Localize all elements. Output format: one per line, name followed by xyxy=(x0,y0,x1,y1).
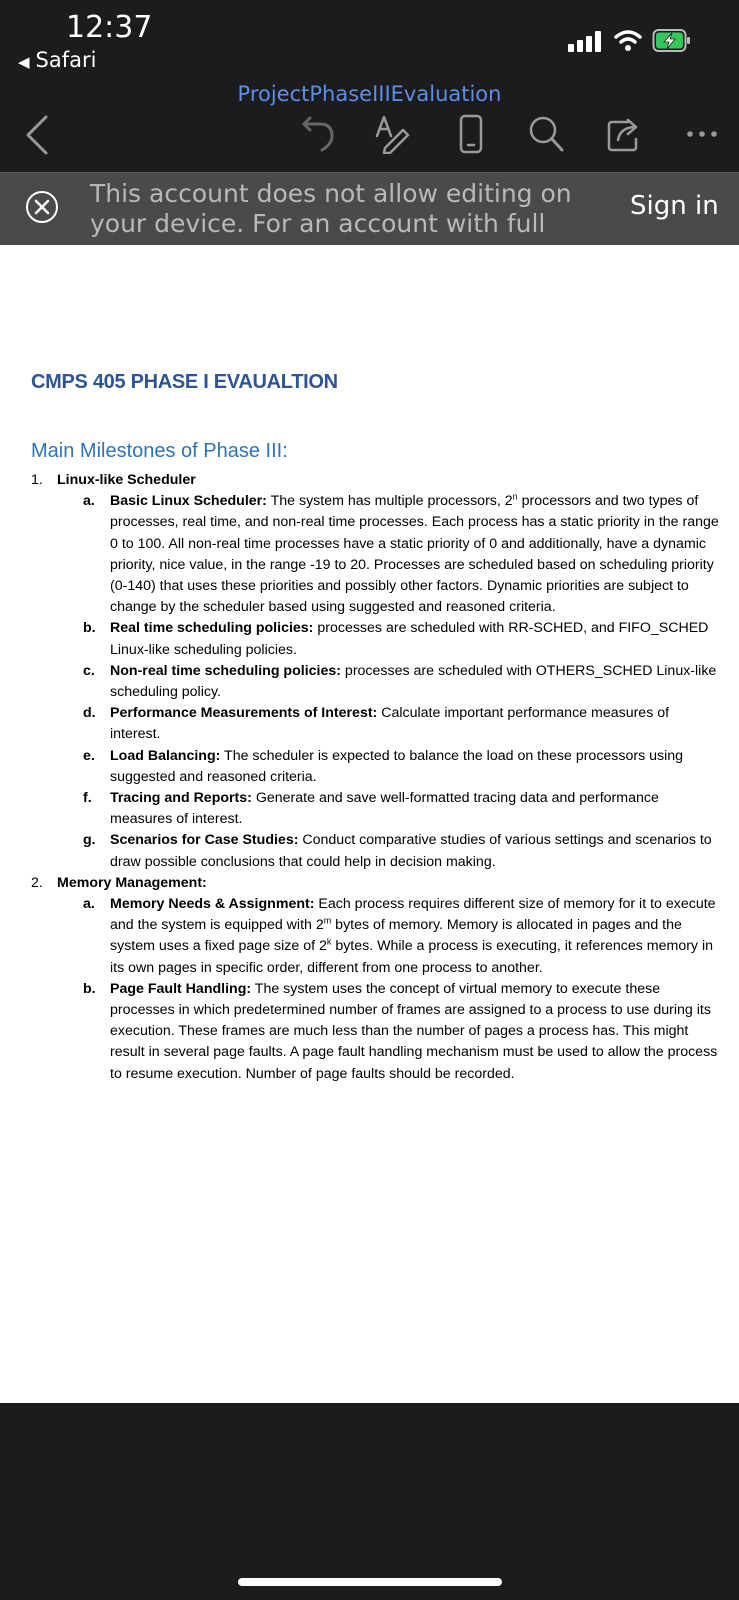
subitem-label: Tracing and Reports: xyxy=(110,790,252,807)
subitem-text: Generate and save well-formatted tracing data and performance measures of interest. xyxy=(110,790,659,828)
text-format-icon[interactable] xyxy=(375,114,411,154)
search-icon[interactable] xyxy=(528,114,564,154)
item-number: 2. xyxy=(31,874,43,891)
subitem-text: processes are scheduled with OTHERS_SCHED Linux-like scheduling policy. xyxy=(110,662,717,701)
battery-charging-icon xyxy=(652,28,692,54)
milestone-list xyxy=(0,470,739,1085)
subitem-label: Load Balancing: xyxy=(110,747,221,764)
share-icon[interactable] xyxy=(606,114,642,154)
subitem-label: Page Fault Handling: xyxy=(110,980,252,997)
subitem-label: Non-real time scheduling policies: xyxy=(110,662,341,679)
subitem-letter: a. xyxy=(83,896,95,913)
back-chevron-icon[interactable] xyxy=(24,114,50,156)
subitem xyxy=(0,979,739,1085)
more-icon[interactable] xyxy=(686,114,718,154)
page-title: CMPS 405 PHASE I EVAUALTION xyxy=(31,371,338,393)
subitem-letter: a. xyxy=(83,493,95,510)
subitem xyxy=(0,491,739,618)
subitem xyxy=(0,661,739,703)
milestone-item xyxy=(0,470,739,491)
subitem-text: The system uses the concept of virtual memory to execute these processes in which predetermined number of frames are assigned to a process to use during its execution. These frames are much less than the number of pages a process has. This might result in several page faults. A page fault handling mechanism must be used to allow the process to resume execution. Number of page faults should be recorded. xyxy=(110,980,718,1082)
document-toolbar xyxy=(0,80,739,172)
item-title: Linux-like Scheduler xyxy=(57,472,196,488)
subitem-letter: g. xyxy=(83,832,96,849)
subitem xyxy=(0,788,739,830)
subitem-label: Memory Needs & Assignment: xyxy=(110,896,315,913)
subitem xyxy=(0,894,739,979)
subitem-text: The system has multiple processors, 2 xyxy=(266,493,513,510)
subitem-text: processors and two types of processes, real time, and non-real time processes. Each process has a static priority in the range 0 to 100. All non-real time processes have a static priority of 0 and additionally, have a dynamic priority, nice value, in the range -19 to 20. Processes are scheduled based on scheduling priority (0-140) that uses these priorities and possibly other factors. Dynamic priorities are subject to change by the scheduler based using suggested and reasoned criteria. xyxy=(110,493,719,616)
back-app-label: Safari xyxy=(35,48,97,72)
subitem-letter: d. xyxy=(83,705,96,722)
subitem-letter: e. xyxy=(83,747,95,764)
milestone-item xyxy=(0,873,739,894)
superscript: m xyxy=(323,915,332,926)
subitem-letter: f. xyxy=(83,790,92,807)
status-bar xyxy=(0,0,739,80)
subitem-text: Calculate important performance measures of interest. xyxy=(110,705,670,743)
subitem-text: Each process requires different size of memory for it to execute and the system is equipped with 2 xyxy=(110,896,716,934)
edit-restriction-banner xyxy=(0,172,739,246)
subitem xyxy=(0,746,739,788)
subitem-text: bytes. While a process is executing, it references memory in its own pages in specific order, different from one process to another. xyxy=(110,938,714,976)
subitem-text: bytes of memory. Memory is allocated in pages and the system uses a fixed page size of 2 xyxy=(110,917,682,955)
item-title: Memory Management: xyxy=(57,874,207,891)
subitem-label: Real time scheduling policies: xyxy=(110,620,314,637)
banner-message-text: This account does not allow editing on your device. For an account with full xyxy=(90,179,572,238)
back-triangle-icon: ◀ xyxy=(18,53,30,71)
subitem-label: Basic Linux Scheduler: xyxy=(110,493,267,510)
subitem-text: processes are scheduled with RR-SCHED, and FIFO_SCHED Linux-like scheduling policies. xyxy=(110,620,709,658)
subitem xyxy=(0,830,739,872)
subitem-letter: b. xyxy=(83,980,96,997)
subitem-label: Scenarios for Case Studies: xyxy=(110,832,299,849)
document-page xyxy=(0,245,739,1403)
home-indicator[interactable] xyxy=(238,1578,502,1586)
subitem-letter: c. xyxy=(83,662,95,679)
subitem xyxy=(0,618,739,660)
sign-in-button[interactable]: Sign in xyxy=(630,191,719,221)
subitem xyxy=(0,703,739,745)
section-heading: Main Milestones of Phase III: xyxy=(31,440,288,462)
subitem-letter: b. xyxy=(83,620,96,637)
superscript: n xyxy=(512,491,518,502)
subitem-text: The scheduler is expected to balance the load on these processors using suggested and reasoned criteria. xyxy=(110,747,684,785)
superscript: k xyxy=(326,936,332,947)
subitem-text: Conduct comparative studies of various settings and scenarios to draw possible conclusions that could help in decision making. xyxy=(110,832,712,870)
undo-icon[interactable] xyxy=(300,114,336,154)
back-to-safari-link[interactable] xyxy=(18,48,96,72)
subitem-label: Performance Measurements of Interest: xyxy=(110,705,378,722)
cellular-signal-icon xyxy=(568,30,604,52)
dismiss-banner-button[interactable] xyxy=(26,191,58,223)
status-time: 12:37 xyxy=(66,10,153,45)
close-icon xyxy=(28,193,56,221)
item-number: 1. xyxy=(31,472,43,488)
phone-view-icon[interactable] xyxy=(459,114,483,154)
wifi-icon xyxy=(614,28,642,52)
document-title: ProjectPhaseIIIEvaluation xyxy=(237,82,502,106)
